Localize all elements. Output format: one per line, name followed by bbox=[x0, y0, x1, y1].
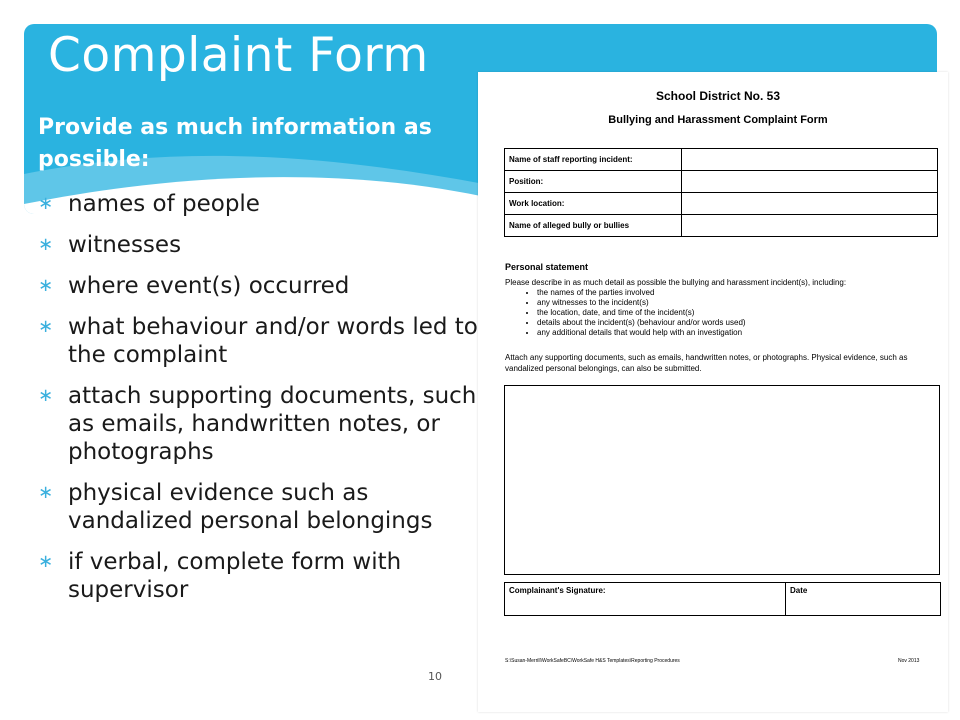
bullet-list bbox=[38, 190, 478, 617]
attach-instructions: Attach any supporting documents, such as emails, handwritten notes, or photographs. Physical evidence, such as vandalized personal belongings, can also be submitted. bbox=[505, 353, 908, 373]
personal-statement-title: Personal statement bbox=[505, 262, 589, 272]
bullet-text: witnesses bbox=[68, 232, 182, 258]
asterisk-bullet-icon: ∗ bbox=[38, 193, 54, 214]
field-value-cell bbox=[682, 193, 938, 215]
table-row bbox=[505, 171, 938, 193]
asterisk-bullet-icon: ∗ bbox=[38, 385, 54, 406]
asterisk-bullet-icon: ∗ bbox=[38, 234, 54, 255]
bullet-item bbox=[38, 272, 478, 300]
field-value-cell bbox=[682, 149, 938, 171]
bullet-item bbox=[38, 382, 478, 466]
bullet-text: if verbal, complete form with supervisor bbox=[68, 549, 402, 603]
bullet-item bbox=[38, 190, 478, 218]
table-row bbox=[505, 149, 938, 171]
list-item: • the names of the parties involved bbox=[537, 288, 746, 298]
bullet-text: what behaviour and/or words led to the complaint bbox=[68, 314, 478, 368]
signature-label: Complainant's Signature: bbox=[505, 583, 786, 616]
list-item: • the location, date, and time of the incident(s) bbox=[537, 308, 746, 318]
asterisk-bullet-icon: ∗ bbox=[38, 275, 54, 296]
bullet-item bbox=[38, 479, 478, 535]
slide-title: Complaint Form bbox=[48, 28, 429, 83]
table-row bbox=[505, 215, 938, 237]
complaint-form-image bbox=[478, 72, 948, 712]
slide-intro: Provide as much information as possible: bbox=[38, 115, 432, 172]
bullet-item bbox=[38, 313, 478, 369]
bullet-text: names of people bbox=[68, 191, 260, 217]
signature-table bbox=[504, 582, 941, 616]
bullet-text: attach supporting documents, such as emails, handwritten notes, or photographs bbox=[68, 383, 477, 465]
table-row bbox=[505, 583, 941, 616]
table-row bbox=[505, 193, 938, 215]
bullet-text: physical evidence such as vandalized personal belongings bbox=[68, 480, 433, 534]
field-value-cell bbox=[682, 171, 938, 193]
footer-date: Nov 2013 bbox=[898, 658, 920, 664]
bullet-item bbox=[38, 548, 478, 604]
personal-statement-list bbox=[511, 288, 746, 338]
personal-statement-desc: Please describe in as much detail as possible the bullying and harassment incident(s), including: bbox=[505, 278, 847, 287]
field-value-cell bbox=[682, 215, 938, 237]
statement-box bbox=[504, 385, 940, 575]
reporter-info-table bbox=[504, 148, 938, 237]
bullet-item bbox=[38, 231, 478, 259]
asterisk-bullet-icon: ∗ bbox=[38, 482, 54, 503]
form-heading: Bullying and Harassment Complaint Form bbox=[608, 114, 828, 126]
field-label: Work location: bbox=[505, 193, 682, 215]
list-item: • any additional details that would help with an investigation bbox=[537, 328, 746, 338]
district-heading: School District No. 53 bbox=[655, 89, 781, 103]
date-label: Date bbox=[786, 583, 941, 616]
list-item: • details about the incident(s) (behaviour and/or words used) bbox=[537, 318, 746, 328]
footer-path: S:\Susan-Merrill\WorkSafeBC\WorkSafe H&S Templates\Reporting Procedures bbox=[505, 658, 680, 664]
asterisk-bullet-icon: ∗ bbox=[38, 316, 54, 337]
list-item: • any witnesses to the incident(s) bbox=[537, 298, 746, 308]
field-label: Name of alleged bully or bullies bbox=[505, 215, 682, 237]
page-number: 10 bbox=[428, 670, 442, 683]
field-label: Name of staff reporting incident: bbox=[505, 149, 682, 171]
bullet-text: where event(s) occurred bbox=[68, 273, 350, 299]
asterisk-bullet-icon: ∗ bbox=[38, 551, 54, 572]
field-label: Position: bbox=[505, 171, 682, 193]
